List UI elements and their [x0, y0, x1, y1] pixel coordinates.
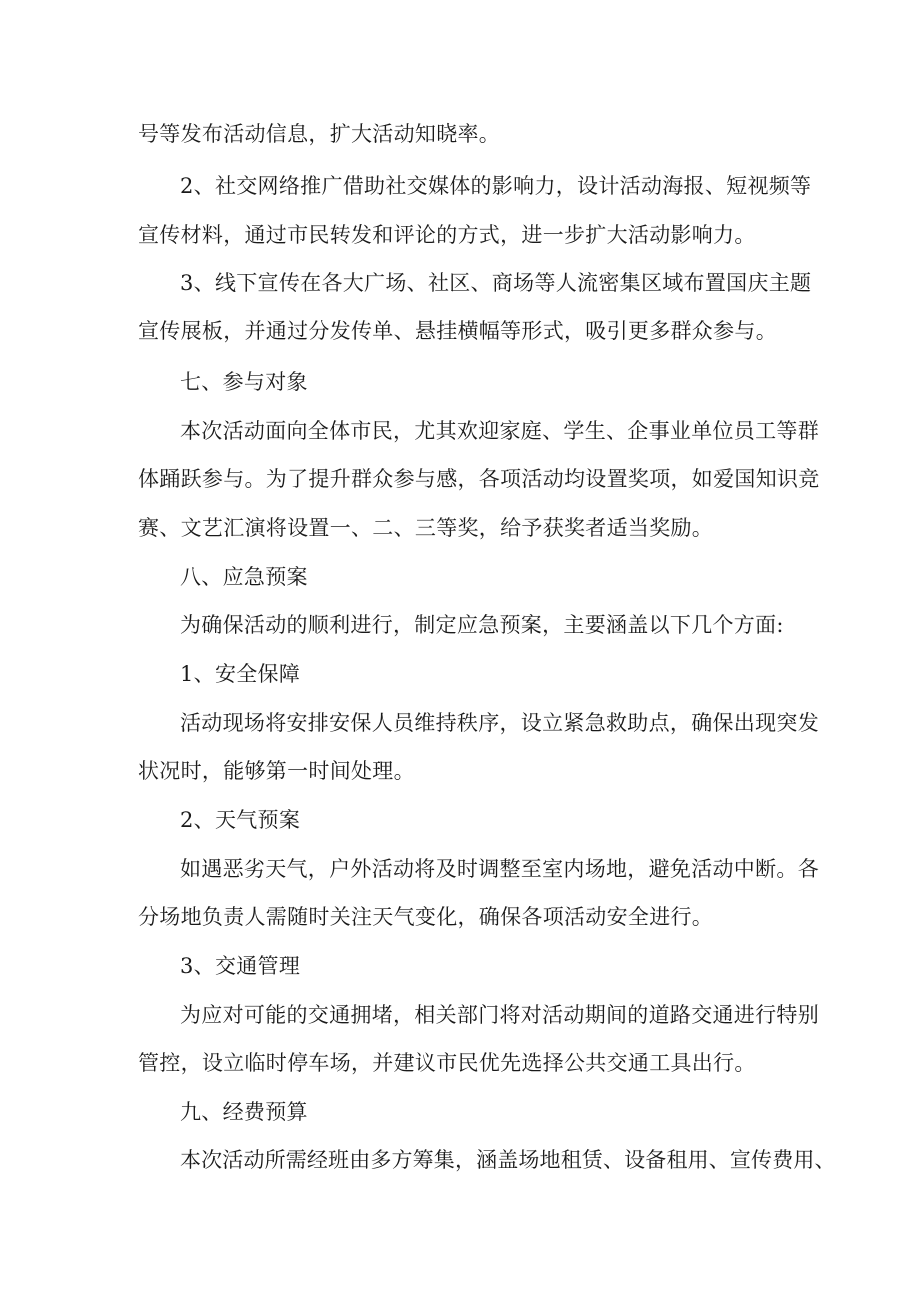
paragraph-line: 号等发布活动信息，扩大活动知晓率。	[138, 122, 501, 146]
paragraph-line: 为应对可能的交通拥堵，相关部门将对活动期间的道路交通进行特别	[180, 1003, 819, 1027]
paragraph-line: 本次活动面向全体市民，尤其欢迎家庭、学生、企事业单位员工等群	[180, 419, 819, 443]
paragraph-line: 3、线下宣传在各大广场、社区、商场等人流密集区域布置国庆主题	[180, 271, 812, 295]
section-heading: 七、参与对象	[180, 370, 308, 394]
paragraph-line: 宣传材料，通过市民转发和评论的方式，进一步扩大活动影响力。	[138, 223, 756, 247]
paragraph-line: 本次活动所需经班由多方筹集，涵盖场地租赁、设备租用、宣传费用、	[180, 1148, 836, 1172]
subsection-heading: 2、天气预案	[180, 808, 301, 832]
section-heading: 九、经费预算	[180, 1100, 308, 1124]
paragraph-line: 为确保活动的顺利进行，制定应急预案，主要涵盖以下几个方面:	[180, 613, 784, 637]
paragraph-line: 分场地负责人需随时关注天气变化，确保各项活动安全进行。	[138, 905, 714, 929]
paragraph-line: 体踊跃参与。为了提升群众参与感，各项活动均设置奖项，如爱国知识竞	[138, 467, 820, 491]
subsection-heading: 3、交通管理	[180, 954, 301, 978]
paragraph-line: 管控，设立临时停车场，并建议市民优先选择公共交通工具出行。	[138, 1051, 756, 1075]
paragraph-line: 宣传展板，并通过分发传单、悬挂横幅等形式，吸引更多群众参与。	[138, 319, 777, 343]
paragraph-line: 如遇恶劣天气，户外活动将及时调整至室内场地，避免活动中断。各	[180, 857, 819, 881]
section-heading: 八、应急预案	[180, 565, 308, 589]
paragraph-line: 状况时，能够第一时间处理。	[138, 759, 415, 783]
subsection-heading: 1、安全保障	[180, 662, 301, 686]
paragraph-line: 2、社交网络推广借助社交媒体的影响力，设计活动海报、短视频等	[180, 174, 812, 198]
paragraph-line: 活动现场将安排安保人员维持秩序，设立紧急救助点，确保出现突发	[180, 711, 819, 735]
paragraph-line: 赛、文艺汇演将设置一、二、三等奖，给予获奖者适当奖励。	[138, 516, 714, 540]
